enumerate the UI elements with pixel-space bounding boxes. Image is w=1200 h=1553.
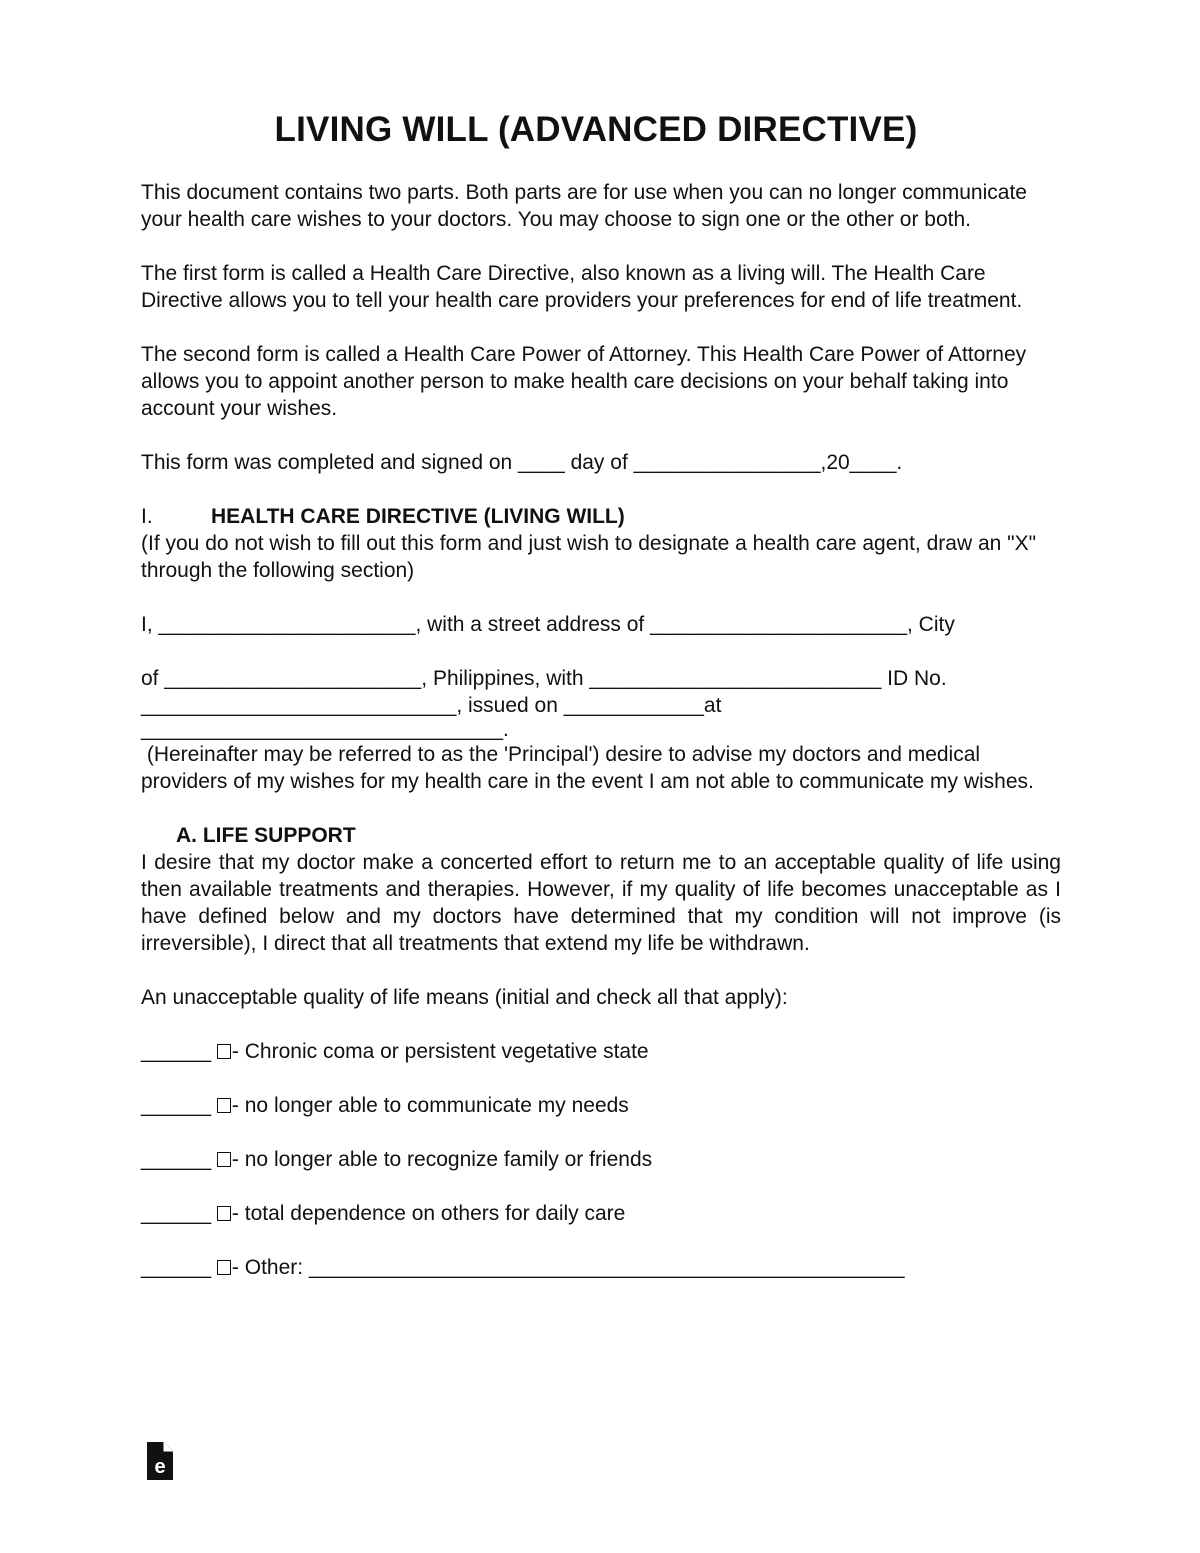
initial-blank[interactable]: ______: [141, 1148, 212, 1171]
section-heading: [141, 503, 1061, 530]
initial-blank[interactable]: ______: [141, 1202, 212, 1225]
section-number: I.: [141, 505, 153, 528]
check-option-coma: [141, 1038, 1061, 1065]
option-text: - no longer able to recognize family or friends: [231, 1148, 653, 1171]
principal-paragraph: (Hereinafter may be referred to as the 'Principal') desire to advise my doctors and medical providers of my wishes for my health care in the event I am not able to communicate my wishes.: [141, 743, 1034, 793]
option-text: - Chronic coma or persistent vegetative state: [231, 1040, 649, 1063]
check-option-recognize: [141, 1146, 1061, 1173]
quality-of-life-prompt: An unacceptable quality of life means (initial and check all that apply):: [141, 986, 788, 1009]
checklist: [141, 1038, 1061, 1281]
option-text: - total dependence on others for daily care: [231, 1202, 626, 1225]
document-logo-icon: [147, 1442, 173, 1480]
checkbox[interactable]: [217, 1098, 231, 1113]
issued-line: ___________________________, issued on ____________at: [141, 694, 722, 717]
principal-fields: [141, 611, 1061, 741]
checkbox[interactable]: [217, 1044, 231, 1059]
option-text: - no longer able to communicate my needs: [231, 1094, 629, 1117]
signed-date-line: This form was completed and signed on ____ day of ________________,20____.: [141, 451, 903, 474]
check-option-dependence: [141, 1200, 1061, 1227]
checkbox[interactable]: [217, 1206, 231, 1221]
life-support-body: I desire that my doctor make a concerted effort to return me to an acceptable quality of life using then available treatments and therapies. However, if my quality of life becomes unacceptable as I have defined below and my doctors have determined that my condition will not improve (is irreversible), I direct that all treatments that extend my life be withdrawn.: [141, 851, 1061, 955]
check-option-other: [141, 1254, 1061, 1281]
city-id-line: of ______________________, Philippines, with _________________________ ID No.: [141, 667, 947, 690]
check-option-communicate: [141, 1092, 1061, 1119]
initial-blank[interactable]: ______: [141, 1256, 212, 1279]
section-note: (If you do not wish to fill out this form and just wish to designate a health care agent, draw an "X" through the following section): [141, 532, 1037, 582]
intro-paragraph-3: The second form is called a Health Care Power of Attorney. This Health Care Power of Attorney allows you to appoint another person to make health care decisions on your behalf taking into account your wishes.: [141, 343, 1027, 420]
intro-paragraph-1: This document contains two parts. Both parts are for use when you can no longer communicate your health care wishes to your doctors. You may choose to sign one or the other or both.: [141, 181, 1027, 231]
document-page: [141, 110, 1061, 1281]
section-title: HEALTH CARE DIRECTIVE (LIVING WILL): [211, 505, 625, 528]
svg-text:e: e: [154, 1456, 166, 1478]
option-text: - Other: ___________________________________________________: [231, 1256, 905, 1279]
checkbox[interactable]: [217, 1260, 231, 1275]
name-address-line: I, ______________________, with a street address of ______________________, City: [141, 613, 955, 636]
initial-blank[interactable]: ______: [141, 1094, 212, 1117]
checkbox[interactable]: [217, 1152, 231, 1167]
initial-blank[interactable]: ______: [141, 1040, 212, 1063]
intro-paragraph-2: The first form is called a Health Care Directive, also known as a living will. The Health Care Directive allows you to tell your health care providers your preferences for end of life treatment.: [141, 262, 1023, 312]
life-support-heading: A. LIFE SUPPORT: [176, 824, 356, 847]
issued-place-line: _______________________________.: [141, 718, 509, 741]
document-title: LIVING WILL (ADVANCED DIRECTIVE): [274, 110, 918, 149]
